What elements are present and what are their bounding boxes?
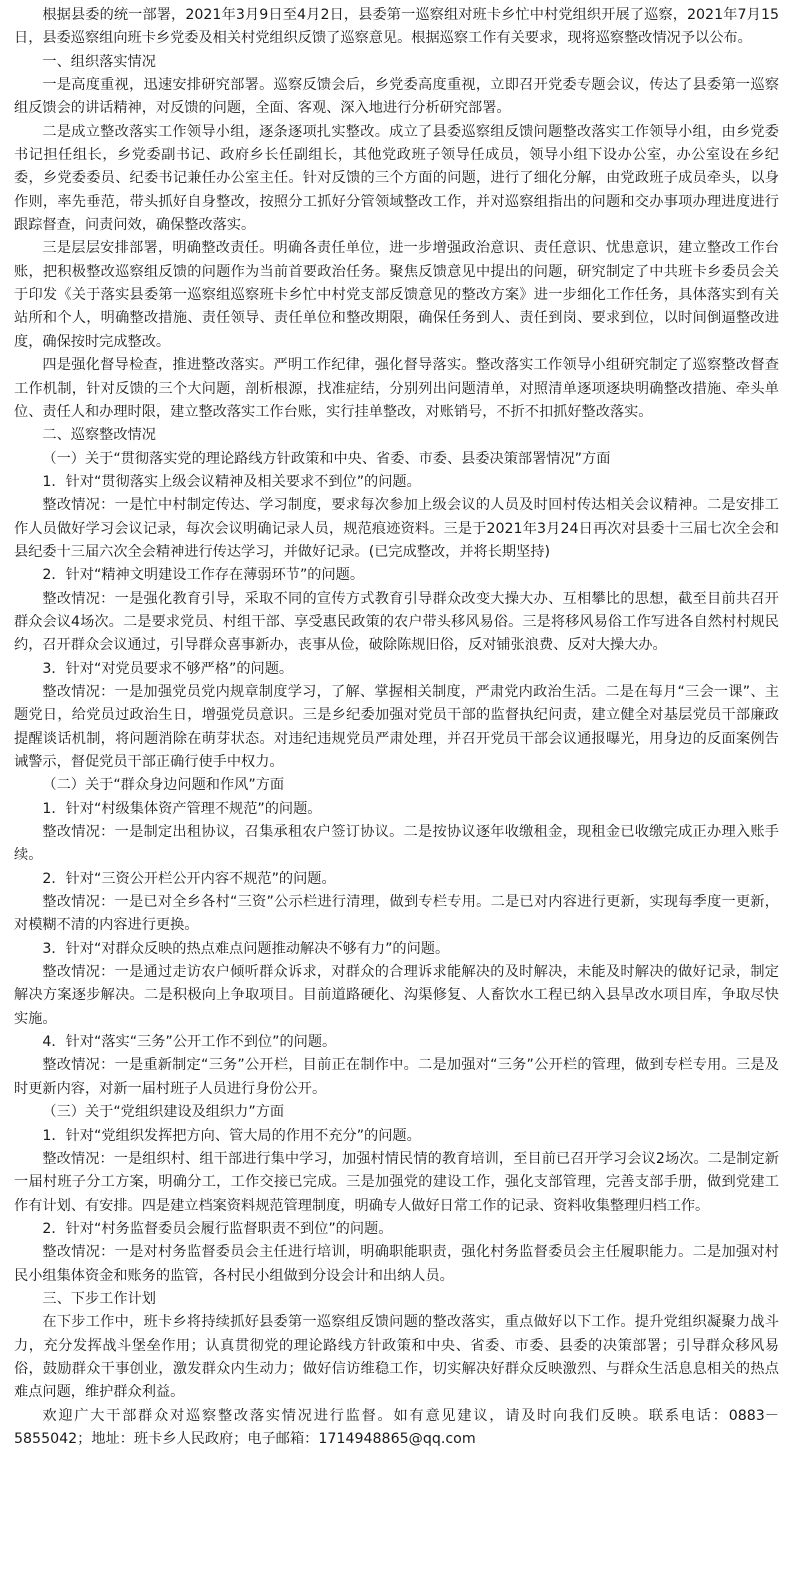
body-paragraph: 在下步工作中，班卡乡将持续抓好县委第一巡察组反馈问题的整改落实，重点做好以下工作。提升党组织凝聚力战斗力，充分发挥战斗堡垒作用；认真贯彻党的理论路线方针政策和中央、省委、市委、县委的决策部署；引导群众移风易俗，鼓励群众干事创业，激发群众内生动力；做好信访维稳工作，切实解决好群众反映激烈、与群众生活息息相关的热点难点问题，维护群众利益。 [14, 1314, 779, 1401]
issue-heading: 3．针对“对党员要求不够严格”的问题。 [42, 660, 294, 677]
subsection-heading: （三）关于“党组织建设及组织力”方面 [42, 1104, 285, 1121]
body-paragraph: 整改情况：一是强化教育引导，采取不同的宣传方式教育引导群众改变大操大办、互相攀比的思想，截至目前共召开群众会议4场次。二是要求党员、村组干部、享受惠民政策的农户带头移风易俗。三是将移风易俗工作写进各自然村村规民约，召开群众会议通过，引导群众喜事新办，丧事从俭，破除陈规旧俗，反对铺张浪费、反对大操大办。 [14, 590, 779, 654]
contact-paragraph: 欢迎广大干部群众对巡察整改落实情况进行监督。如有意见建议，请及时向我们反映。联系电话：0883－5855042；地址：班卡乡人民政府；电子邮箱：1714948865@qq.com [14, 1407, 779, 1447]
body-paragraph: 二是成立整改落实工作领导小组，逐条逐项扎实整改。成立了县委巡察组反馈问题整改落实工作领导小组，由乡党委书记担任组长，乡党委副书记、政府乡长任副组长，其他党政班子领导任成员，领导小组下设办公室，办公室设在乡纪委，乡党委委员、纪委书记兼任办公室主任。针对反馈的三个方面的问题，进行了细化分解，由党政班子成员牵头，以身作则，率先垂范，带头抓好自身整改，按照分工抓好分管领域整改工作，并对巡察组指出的问题和交办事项办理进度进行跟踪督查，问责问效，确保整改落实。 [14, 123, 779, 234]
issue-heading: 3．针对“对群众反映的热点难点问题推动解决不够有力”的问题。 [42, 940, 450, 957]
intro-paragraph: 根据县委的统一部署，2021年3月9日至4月2日，县委第一巡察组对班卡乡忙中村党组织开展了巡察，2021年7月15日，县委巡察组向班卡乡党委及相关村党组织反馈了巡察意见。根据巡察工作有关要求，现将巡察整改情况予以公布。 [14, 7, 779, 47]
issue-heading: 2．针对“三资公开栏公开内容不规范”的问题。 [42, 870, 336, 887]
body-paragraph: 三是层层安排部署，明确整改责任。明确各责任单位，进一步增强政治意识、责任意识、忧患意识，建立整改工作台账，把积极整改巡察组反馈的问题作为当前首要政治任务。聚焦反馈意见中提出的问题，研究制定了中共班卡乡委员会关于印发《关于落实县委第一巡察组巡察班卡乡忙中村党支部反馈意见的整改方案》进一步细化工作任务，具体落实到有关站所和个人，明确整改措施、责任领导、责任单位和整改期限，确保任务到人、责任到岗、要求到位，以时间倒逼整改进度，确保按时完成整改。 [14, 240, 779, 350]
issue-heading: 1．针对“村级集体资产管理不规范”的问题。 [42, 800, 322, 817]
body-paragraph: 四是强化督导检查，推进整改落实。严明工作纪律，强化督导落实。整改落实工作领导小组研究制定了巡察整改督查工作机制，针对反馈的三个大问题，剖析根源，找准症结，分别列出问题清单，对照清单逐项逐块明确整改措施、牵头单位、责任人和办理时限，建立整改落实工作台账，实行挂单整改，对账销号，不折不扣抓好整改落实。 [14, 357, 779, 420]
body-paragraph: 整改情况：一是制定出租协议，召集承租农户签订协议。二是按协议逐年收缴租金，现租金已收缴完成正办理入账手续。 [14, 824, 779, 864]
issue-heading: 2．针对“村务监督委员会履行监督职责不到位”的问题。 [42, 1220, 393, 1237]
issue-heading: 4．针对“落实“三务”公开工作不到位”的问题。 [42, 1034, 337, 1051]
section-heading-rectification: 二、巡察整改情况 [42, 427, 156, 444]
subsection-heading: （二）关于“群众身边问题和作风”方面 [42, 777, 285, 794]
issue-heading: 2．针对“精神文明建设工作存在薄弱环节”的问题。 [42, 567, 365, 584]
section-heading-next-steps: 三、下步工作计划 [42, 1290, 156, 1307]
issue-heading: 1．针对“党组织发挥把方向、管大局的作用不充分”的问题。 [42, 1127, 421, 1144]
section-heading-organization: 一、组织落实情况 [42, 53, 156, 70]
body-paragraph: 一是高度重视，迅速安排研究部署。巡察反馈会后，乡党委高度重视，立即召开党委专题会议，传达了县委第一巡察组反馈会的讲话精神，对反馈的问题，全面、客观、深入地进行分析研究部署。 [14, 77, 779, 117]
body-paragraph: 整改情况：一是重新制定“三务”公开栏，目前正在制作中。二是加强对“三务”公开栏的管理，做到专栏专用。三是及时更新内容，对新一届村班子人员进行身份公开。 [14, 1057, 779, 1097]
issue-heading: 1．针对“贯彻落实上级会议精神及相关要求不到位”的问题。 [42, 473, 421, 490]
body-paragraph: 整改情况：一是组织村、组干部进行集中学习，加强村情民情的教育培训，至目前已召开学习会议2场次。二是制定新一届村班子分工方案，明确分工，工作交接已完成。三是加强党的建设工作，强化支部管理，完善支部手册，做到党建工作有计划、有安排。四是建立档案资料规范管理制度，明确专人做好日常工作的记录、资料收集整理归档工作。 [14, 1150, 779, 1214]
body-paragraph: 整改情况：一是对村务监督委员会主任进行培训，明确职能职责，强化村务监督委员会主任履职能力。二是加强对村民小组集体资金和账务的监管，各村民小组做到分设会计和出纳人员。 [14, 1244, 779, 1284]
subsection-heading: （一）关于“贯彻落实党的理论路线方针政策和中央、省委、市委、县委决策部署情况”方面 [42, 450, 611, 467]
body-paragraph: 整改情况：一是通过走访农户倾听群众诉求，对群众的合理诉求能解决的及时解决，未能及时解决的做好记录，制定解决方案逐步解决。二是积极向上争取项目。目前道路硬化、沟渠修复、人畜饮水工程已纳入县旱改水项目库，争取尽快实施。 [14, 964, 779, 1027]
body-paragraph: 整改情况：一是已对全乡各村“三资”公示栏进行清理，做到专栏专用。二是已对内容进行更新，实现每季度一更新，对模糊不清的内容进行更换。 [14, 894, 779, 934]
body-paragraph: 整改情况：一是加强党员党内规章制度学习，了解、掌握相关制度，严肃党内政治生活。二是在每月“三会一课”、主题党日，给党员过政治生日，增强党员意识。三是乡纪委加强对党员干部的监督执纪问责，建立健全对基层党员干部廉政提醒谈话机制，将问题消除在萌芽状态。对违纪违规党员严肃处理，并召开党员干部会议通报曝光，用身边的反面案例告诫警示，督促党员干部正确行使手中权力。 [14, 683, 779, 770]
body-paragraph: 整改情况：一是忙中村制定传达、学习制度，要求每次参加上级会议的人员及时回村传达相关会议精神。二是安排工作人员做好学习会议记录，每次会议明确记录人员，规范痕迹资料。三是于2021年3月24日再次对县委十三届七次全会和县纪委十三届六次全会精神进行传达学习，并做好记录。(已完成整改，并将长期坚持) [14, 497, 779, 560]
